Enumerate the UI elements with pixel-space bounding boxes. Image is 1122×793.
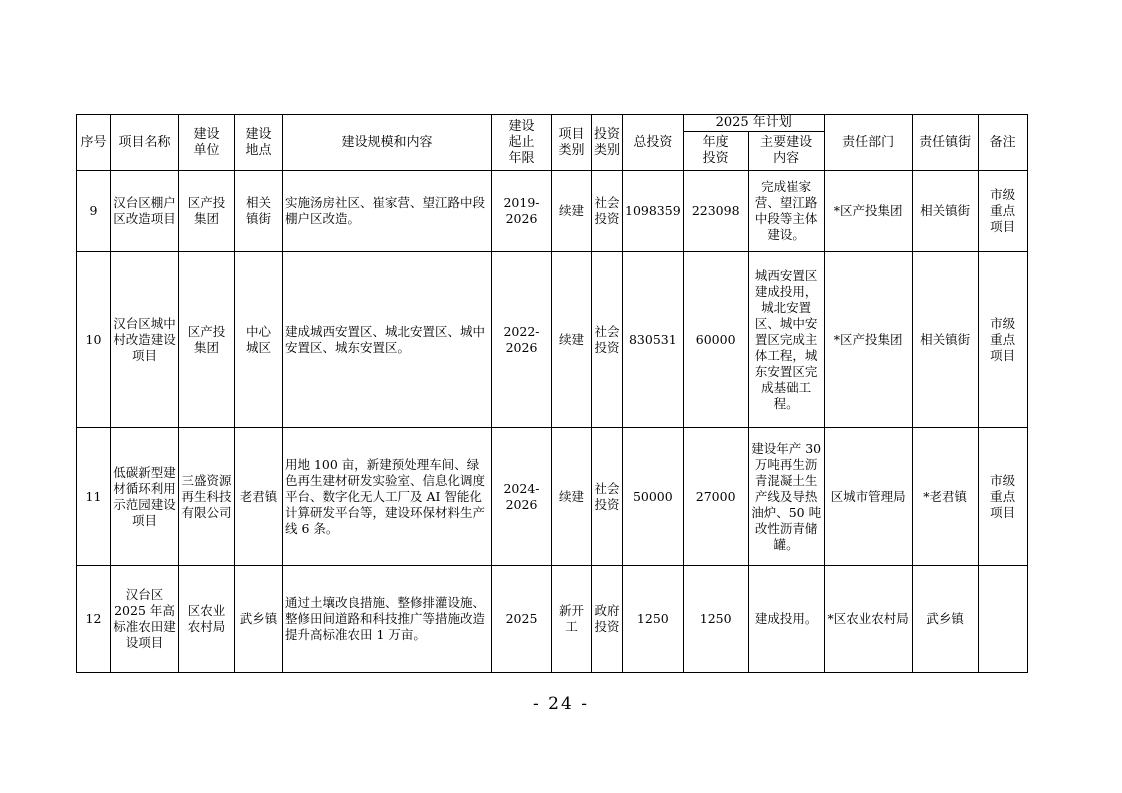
cell-name: 汉台区城中村改造建设项目	[111, 252, 179, 428]
header-name: 项目名称	[111, 115, 179, 171]
cell-name: 低碳新型建材循环利用示范园建设项目	[111, 428, 179, 566]
header-total: 总投资	[623, 115, 684, 171]
cell-period: 2025	[492, 566, 552, 673]
cell-name: 汉台区棚户区改造项目	[111, 171, 179, 252]
cell-scope: 实施汤房社区、崔家营、望江路中段棚户区改造。	[283, 171, 492, 252]
cell-location: 相关 镇街	[235, 171, 283, 252]
cell-invest-type: 政府 投资	[592, 566, 623, 673]
cell-unit: 区产投 集团	[179, 171, 235, 252]
cell-scope: 用地 100 亩，新建预处理车间、绿色再生建材研发实验室、信息化调度平台、数字化无人工厂及 AI 智能化计算研发平台等，建设环保材料生产线 6 条。	[283, 428, 492, 566]
header-seq: 序号	[77, 115, 111, 171]
cell-unit: 区产投 集团	[179, 252, 235, 428]
cell-main-content: 建设年产 30 万吨再生沥青混凝土生产线及导热油炉、50 吨改性沥青储罐。	[748, 428, 824, 566]
cell-dept: *区产投集团	[824, 252, 912, 428]
header-scope: 建设规模和内容	[283, 115, 492, 171]
project-table	[76, 114, 1028, 673]
cell-main-content: 建成投用。	[748, 566, 824, 673]
cell-period: 2022-2026	[492, 252, 552, 428]
header-category: 项目 类别	[552, 115, 592, 171]
cell-dept: *区农业农村局	[824, 566, 912, 673]
header-dept: 责任部门	[824, 115, 912, 171]
cell-total: 50000	[623, 428, 684, 566]
cell-annual: 60000	[683, 252, 748, 428]
cell-remark: 市级 重点 项目	[978, 428, 1027, 566]
header-annual: 年度 投资	[683, 132, 748, 171]
cell-period: 2019-2026	[492, 171, 552, 252]
cell-invest-type: 社会 投资	[592, 428, 623, 566]
cell-category: 新开工	[552, 566, 592, 673]
table-row	[77, 171, 1028, 252]
cell-town: 相关镇街	[912, 171, 978, 252]
cell-category: 续建	[552, 428, 592, 566]
table-row	[77, 428, 1028, 566]
cell-unit: 三盛资源 再生科技 有限公司	[179, 428, 235, 566]
cell-annual: 27000	[683, 428, 748, 566]
cell-name: 汉台区 2025 年高标准农田建设项目	[111, 566, 179, 673]
table-row	[77, 252, 1028, 428]
cell-unit: 区农业 农村局	[179, 566, 235, 673]
cell-main-content: 完成崔家营、望江路中段等主体建设。	[748, 171, 824, 252]
page-number: - 24 -	[533, 694, 589, 714]
cell-total: 830531	[623, 252, 684, 428]
cell-seq: 12	[77, 566, 111, 673]
cell-seq: 9	[77, 171, 111, 252]
header-main-content: 主要建设 内容	[748, 132, 824, 171]
cell-remark: 市级 重点 项目	[978, 171, 1027, 252]
table-row	[77, 566, 1028, 673]
cell-invest-type: 社会 投资	[592, 252, 623, 428]
cell-main-content: 城西安置区建成投用，城北安置区、城中安置区完成主体工程，城东安置区完成基础工程。	[748, 252, 824, 428]
cell-town: *老君镇	[912, 428, 978, 566]
cell-remark: 市级 重点 项目	[978, 252, 1027, 428]
cell-dept: *区产投集团	[824, 171, 912, 252]
header-invest-type: 投资 类别	[592, 115, 623, 171]
header-remark: 备注	[978, 115, 1027, 171]
header-unit: 建设 单位	[179, 115, 235, 171]
cell-annual: 223098	[683, 171, 748, 252]
cell-invest-type: 社会 投资	[592, 171, 623, 252]
cell-seq: 10	[77, 252, 111, 428]
cell-total: 1098359	[623, 171, 684, 252]
cell-period: 2024-2026	[492, 428, 552, 566]
header-period: 建设 起止 年限	[492, 115, 552, 171]
cell-seq: 11	[77, 428, 111, 566]
cell-total: 1250	[623, 566, 684, 673]
cell-dept: 区城市管理局	[824, 428, 912, 566]
cell-category: 续建	[552, 252, 592, 428]
cell-category: 续建	[552, 171, 592, 252]
cell-town: 相关镇街	[912, 252, 978, 428]
cell-scope: 建成城西安置区、城北安置区、城中安置区、城东安置区。	[283, 252, 492, 428]
header-location: 建设 地点	[235, 115, 283, 171]
cell-location: 中心 城区	[235, 252, 283, 428]
cell-location: 武乡镇	[235, 566, 283, 673]
cell-location: 老君镇	[235, 428, 283, 566]
cell-annual: 1250	[683, 566, 748, 673]
header-plan-2025: 2025 年计划	[683, 115, 824, 132]
cell-town: 武乡镇	[912, 566, 978, 673]
cell-remark	[978, 566, 1027, 673]
cell-scope: 通过土壤改良措施、整修排灌设施、整修田间道路和科技推广等措施改造提升高标准农田 1 万亩。	[283, 566, 492, 673]
header-town: 责任镇街	[912, 115, 978, 171]
